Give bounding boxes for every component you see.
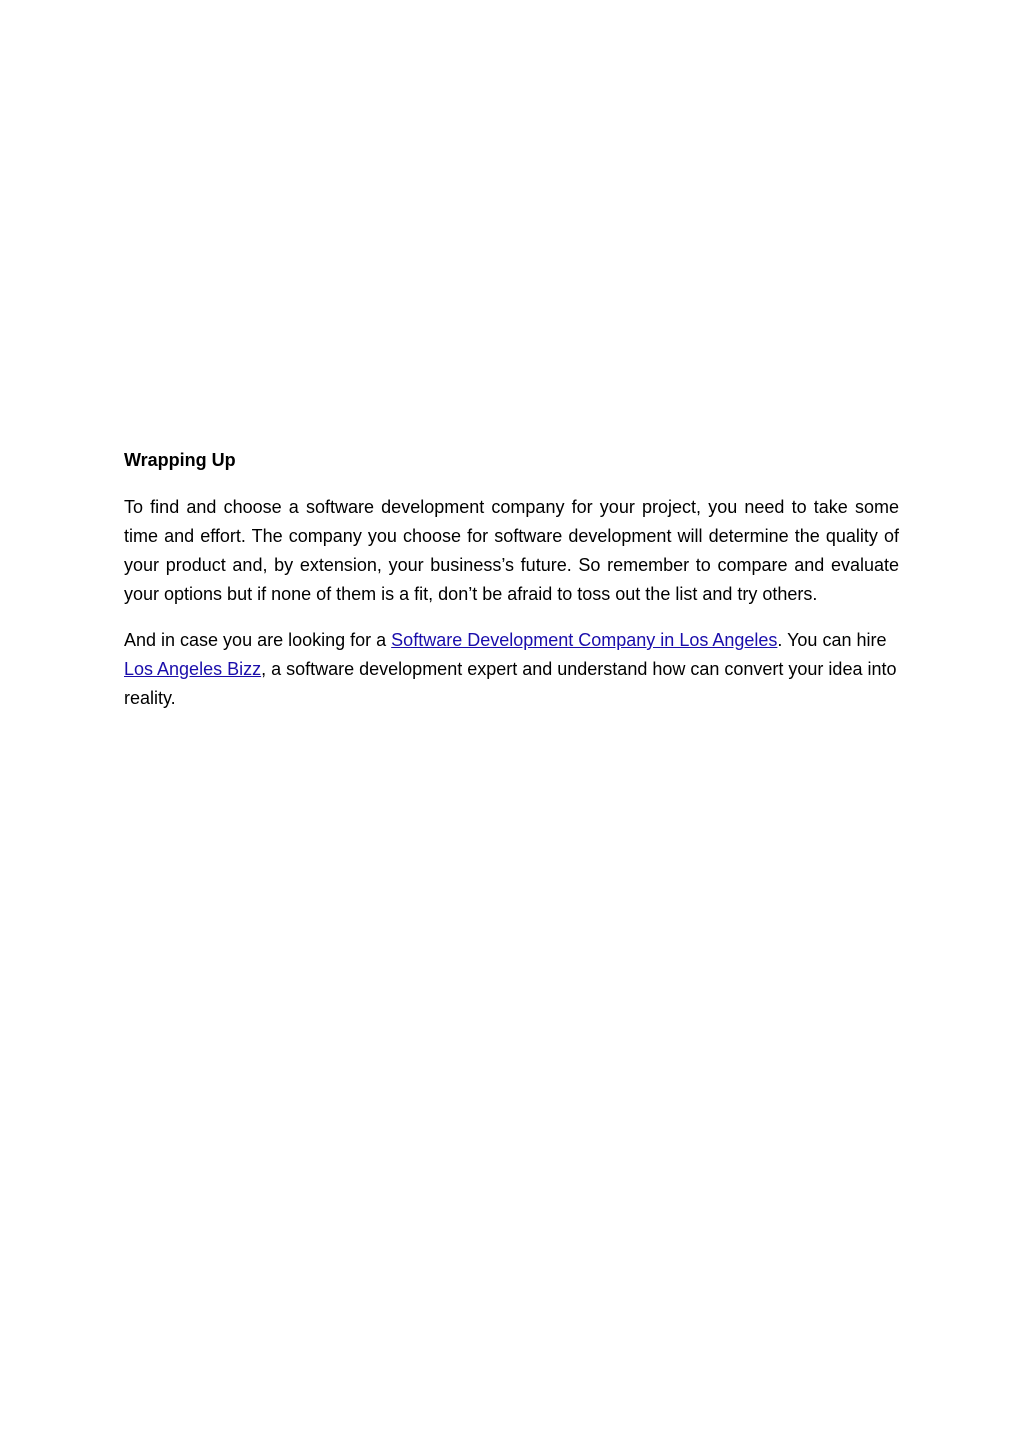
body-paragraph-1: To find and choose a software development company for your project, you need to take some time and effort. The company you choose for software development will determine the quality of your product and, by extension, your business’s future. So remember to compare and evaluate your options but if none of them is a fit, don’t be afraid to toss out the list and try others. [124,497,899,604]
los-angeles-bizz-link[interactable]: Los Angeles Bizz [124,659,262,679]
paragraph-2-text-start: And in case you are looking for a [124,630,392,650]
software-development-company-link[interactable]: Software Development Company in Los Angeles [391,630,778,650]
paragraph-2-text-middle: . You can hire [777,630,887,650]
section-heading: Wrapping Up [124,450,236,470]
document-content [124,447,899,713]
paragraph-2-text-end: , a software development expert and understand how can convert your idea into reality. [124,659,897,708]
body-paragraph-2 [124,626,899,713]
